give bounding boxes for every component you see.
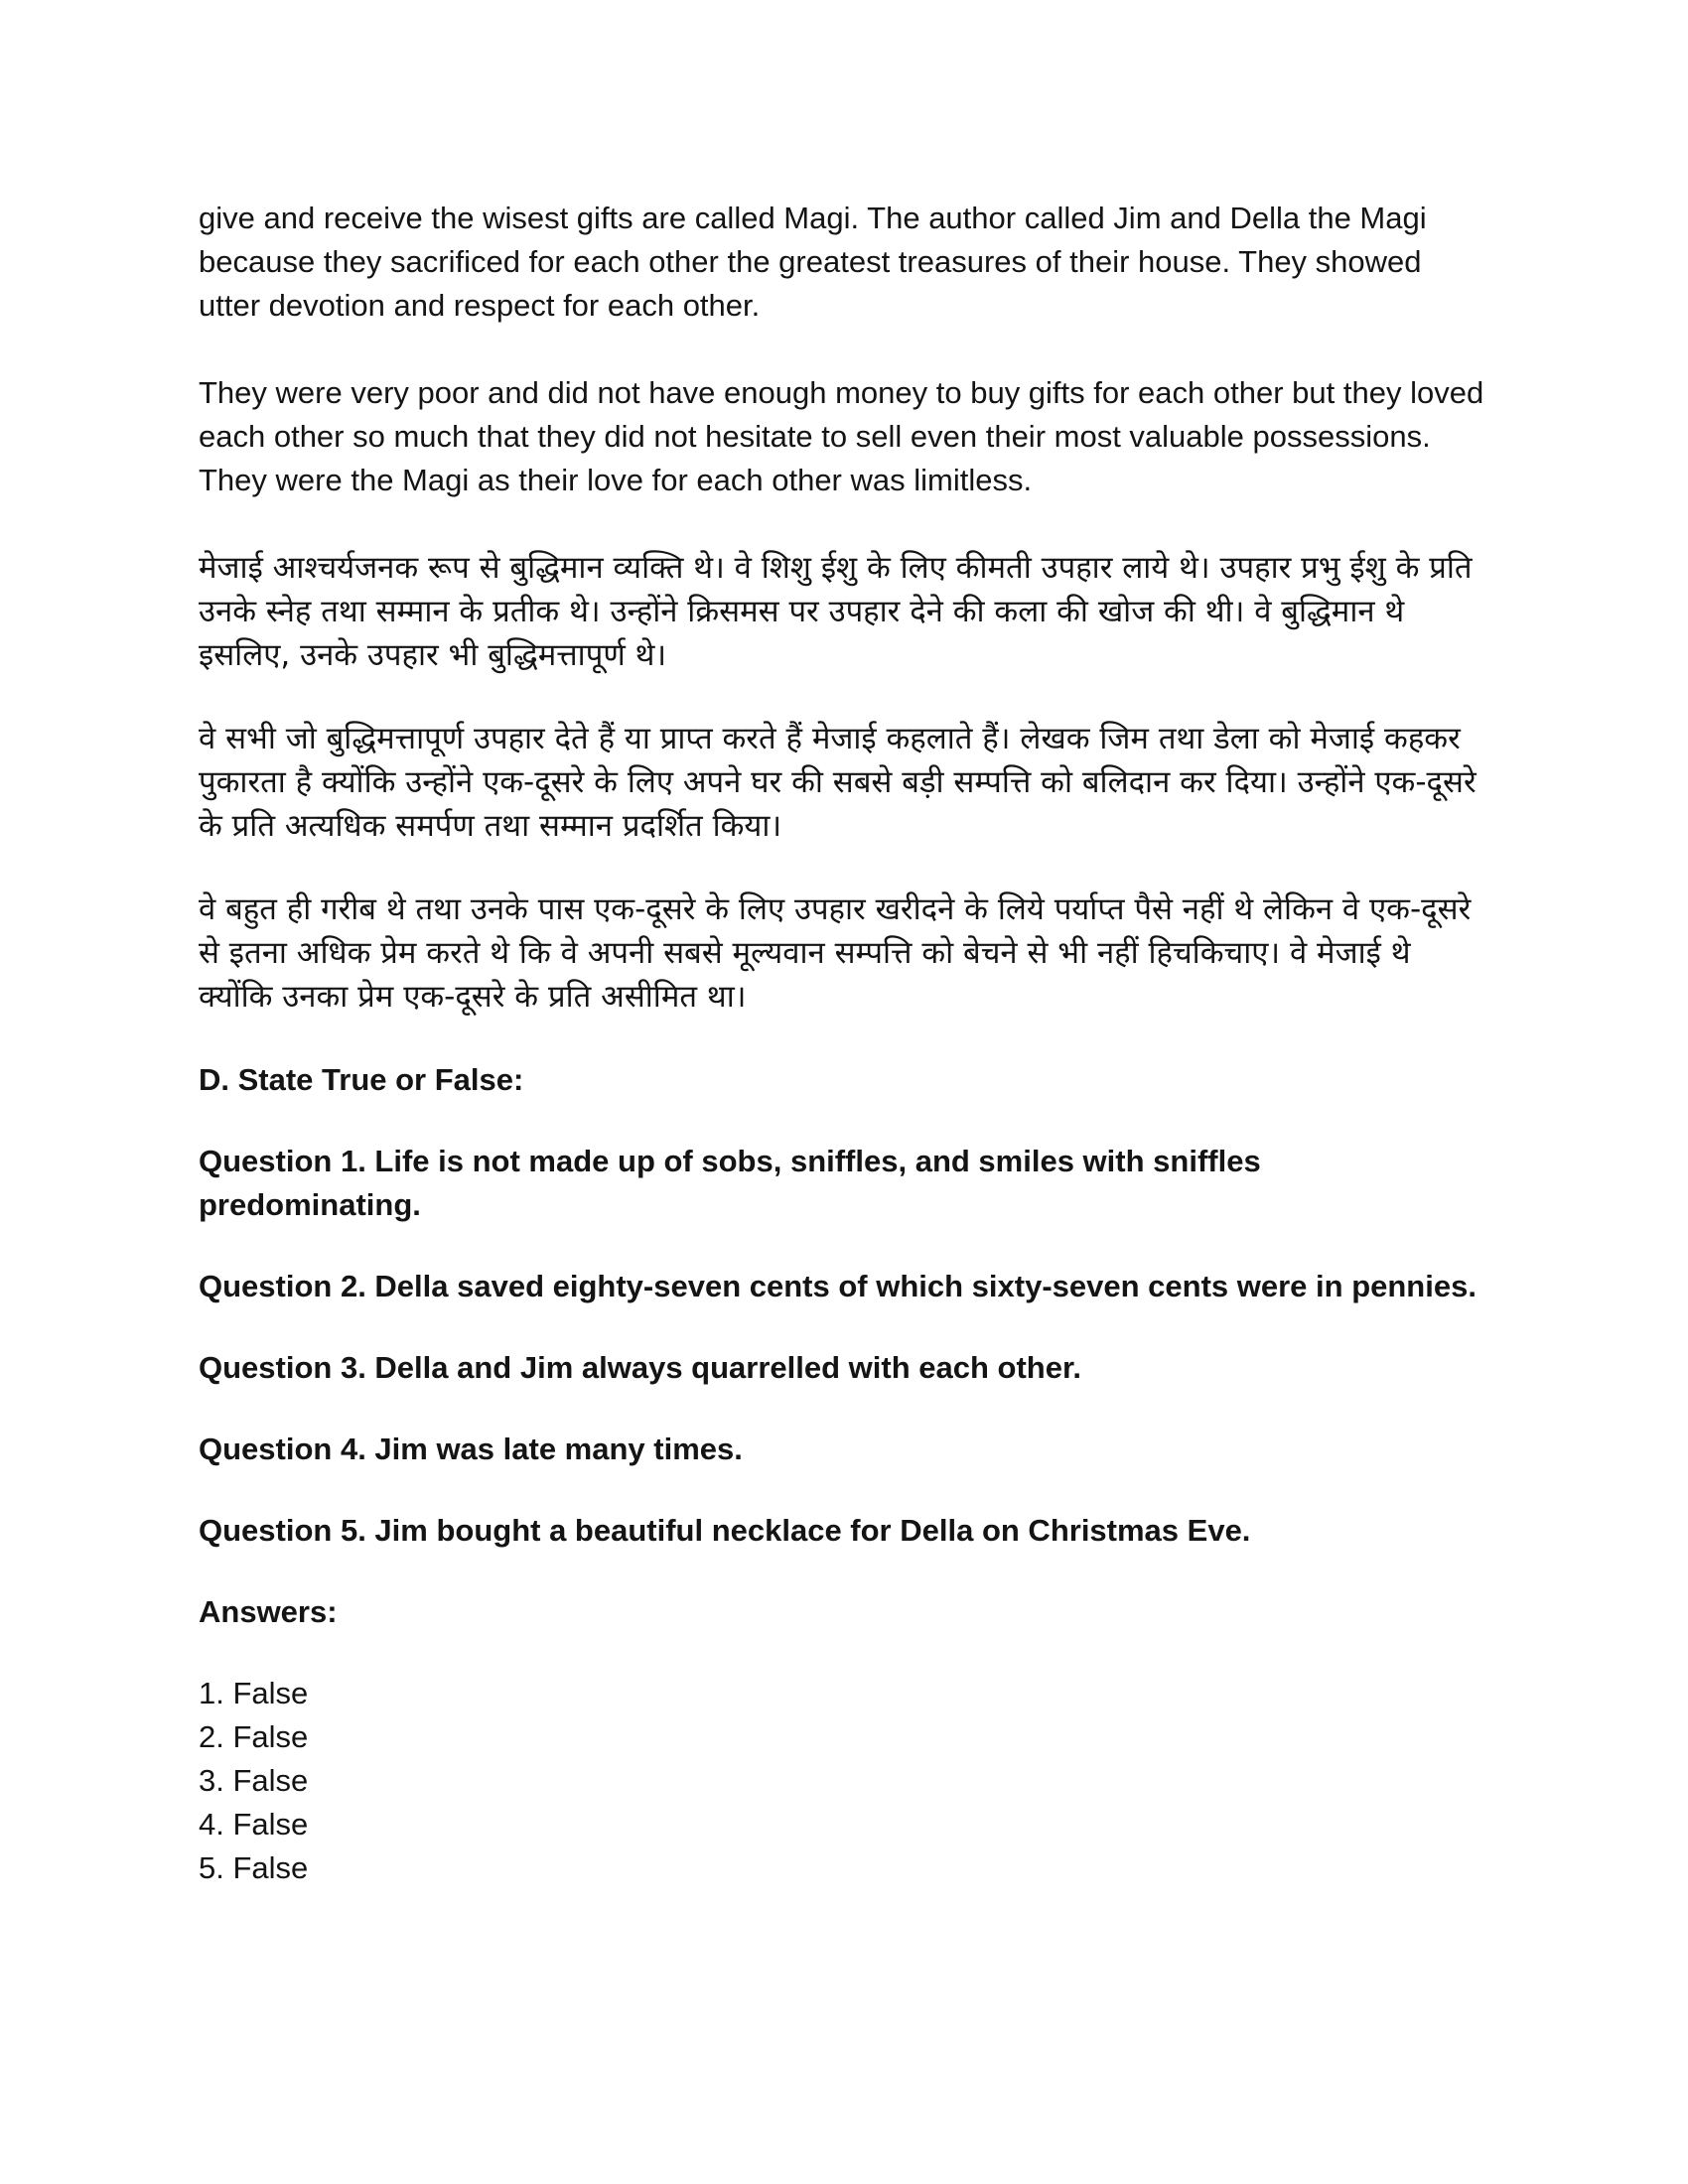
paragraph-hindi-1: मेजाई आश्चर्यजनक रूप से बुद्धिमान व्यक्ति थे। वे शिशु ईशु के लिए कीमती उपहार लाये थे। उपहार प्रभु ईशु के प्रति उनके स्नेह तथा सम्मान के प्रतीक थे। उन्होंने क्रिसमस पर उपहार देने की कला की खोज की थी। वे बुद्धिमान थे इसलिए, उनके उपहार भी बुद्धिमत्तापूर्ण थे। xyxy=(199,550,1473,673)
answer-item: 4. False xyxy=(199,1807,309,1842)
answer-item: 1. False xyxy=(199,1676,309,1710)
question-1: Question 1. Life is not made up of sobs, sniffles, and smiles with sniffles predominating. xyxy=(199,1144,1261,1222)
document-page xyxy=(199,197,1489,1890)
paragraph-hindi-3: वे बहुत ही गरीब थे तथा उनके पास एक-दूसरे के लिए उपहार खरीदने के लिये पर्याप्त पैसे नहीं थे लेकिन वे एक-दूसरे से इतना अधिक प्रेम करते थे कि वे अपनी सबसे मूल्यवान सम्पत्ति को बेचने से भी नहीं हिचकिचाए। वे मेजाई थे क्योंकि उनका प्रेम एक-दूसरे के प्रति असीमित था। xyxy=(199,891,1472,1015)
section-heading: D. State True or False: xyxy=(199,1062,524,1097)
question-5: Question 5. Jim bought a beautiful necklace for Della on Christmas Eve. xyxy=(199,1513,1251,1548)
answers-label: Answers: xyxy=(199,1594,338,1629)
question-2: Question 2. Della saved eighty-seven cents of which sixty-seven cents were in pennies. xyxy=(199,1269,1477,1303)
paragraph-hindi-2: वे सभी जो बुद्धिमत्तापूर्ण उपहार देते हैं या प्राप्त करते हैं मेजाई कहलाते हैं। लेखक जिम तथा डेला को मेजाई कहकर पुकारता है क्योंकि उन्होंने एक-दूसरे के लिए अपने घर की सबसे बड़ी सम्पत्ति को बलिदान कर दिया। उन्होंने एक-दूसरे के प्रति अत्यधिक समर्पण तथा सम्मान प्रदर्शित किया। xyxy=(199,721,1477,844)
answer-item: 5. False xyxy=(199,1850,309,1885)
paragraph-magi-definition: give and receive the wisest gifts are called Magi. The author called Jim and Della the Magi because they sacrificed for each other the greatest treasures of their house. They showed utter devotion and respect for each other. xyxy=(199,201,1427,323)
question-4: Question 4. Jim was late many times. xyxy=(199,1432,743,1466)
answer-item: 2. False xyxy=(199,1719,309,1754)
paragraph-magi-poor: They were very poor and did not have enough money to buy gifts for each other but they loved each other so much that they did not hesitate to sell even their most valuable possessions. They were the Magi as their love for each other was limitless. xyxy=(199,375,1484,497)
answer-list xyxy=(199,1672,1489,1890)
question-3: Question 3. Della and Jim always quarrelled with each other. xyxy=(199,1350,1081,1385)
answer-item: 3. False xyxy=(199,1763,309,1798)
